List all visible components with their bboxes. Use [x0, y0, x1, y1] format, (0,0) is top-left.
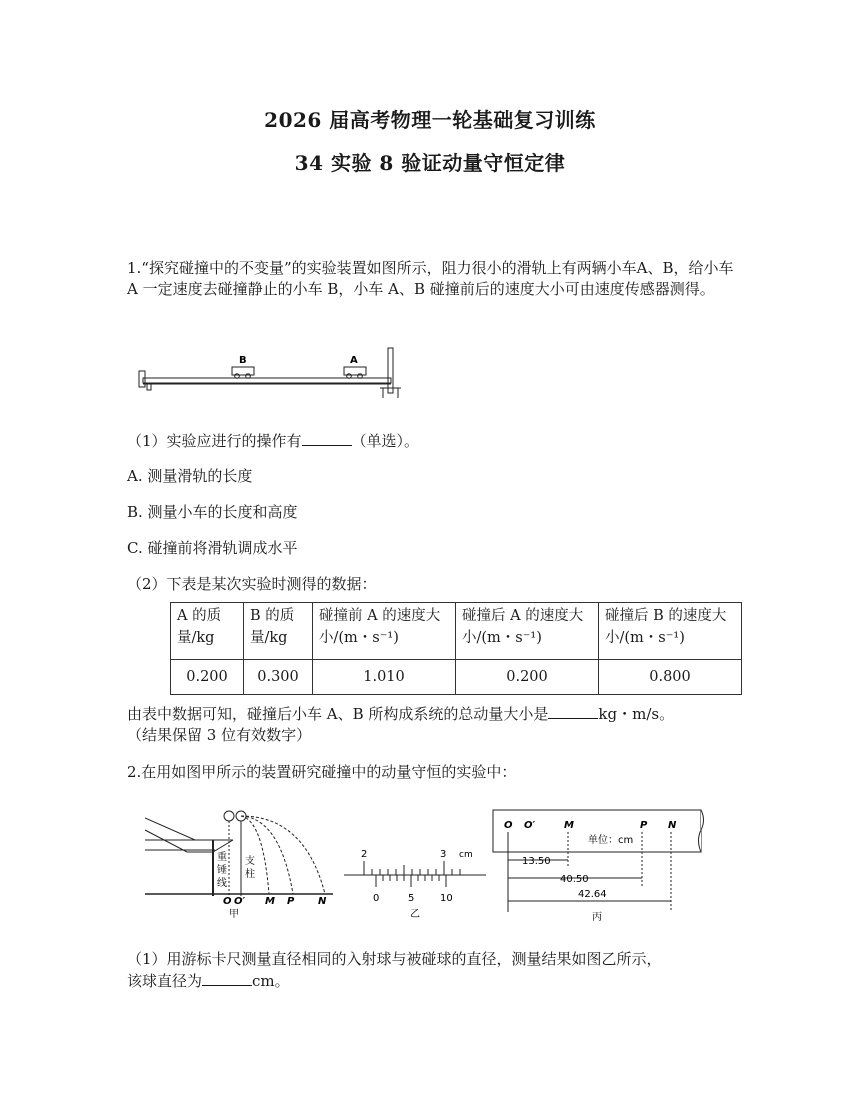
q1-intro: 1.“探究碰撞中的不变量”的实验装置如图所示，阻力很小的滑轨上有两辆小车A、B，给小车 A 一定速度去碰撞静止的小车 B，小车 A、B 碰撞前后的速度大小可由速度传感器测得。 — [127, 259, 734, 298]
table-header-cell: 碰撞前 A 的速度大小/(m・s⁻¹) — [313, 603, 456, 660]
answer-blank[interactable] — [548, 704, 598, 719]
vernier-mark-0: 0 — [373, 893, 380, 904]
q2-part1: （1）用游标卡尺测量直径相同的入射球与被碰球的直径，测量结果如图乙所示， — [127, 950, 662, 968]
vernier-scale-ticks — [376, 875, 446, 887]
main-mark-3: 3 — [440, 849, 447, 860]
q2-figure-jia — [145, 800, 335, 922]
main-mark-2: 2 — [361, 849, 368, 860]
distance-op: 40.50 — [560, 874, 589, 885]
table-cell: 0.200 — [456, 660, 599, 695]
point-n: N — [668, 820, 677, 831]
vernier-mark-5: 5 — [408, 893, 415, 904]
q1-track-figure — [135, 340, 415, 410]
q1-option-b: B. 测量小车的长度和高度 — [127, 503, 298, 521]
car-b-label: B — [239, 355, 247, 366]
answer-blank[interactable] — [302, 431, 352, 446]
vernier-mark-10: 10 — [440, 893, 453, 904]
car-a-label: A — [350, 355, 358, 366]
point-o-prime: O′ — [234, 896, 246, 907]
q2-intro: 2.在用如图甲所示的装置研究碰撞中的动量守恒的实验中： — [127, 763, 517, 781]
document-subtitle: 34 实验 8 验证动量守恒定律 — [294, 151, 566, 175]
q1-part1: （1）实验应进行的操作有 （单选）。 — [127, 432, 420, 450]
car-b — [232, 355, 254, 378]
point-o: O — [504, 820, 513, 831]
q1-option-a: A. 测量滑轨的长度 — [127, 467, 253, 485]
caption-bing: 丙 — [592, 912, 602, 923]
label-zhongchuixian: 重锤线 — [217, 852, 227, 889]
unit-label: 单位：cm — [588, 835, 634, 846]
caption-jia: 甲 — [229, 909, 239, 920]
main-mark-unit: cm — [459, 850, 473, 860]
car-a — [344, 355, 366, 378]
table-header-cell: 碰撞后 A 的速度大小/(m・s⁻¹) — [456, 603, 599, 660]
q1-part2-answer: 由表中数据可知，碰撞后小车 A、B 所构成系统的总动量大小是 kg・m/s。 — [127, 705, 675, 723]
table-cell: 0.800 — [599, 660, 742, 695]
table-row — [171, 660, 742, 695]
table-header-cell: B 的质量/kg — [244, 603, 313, 660]
document-title: 2026 届高考物理一轮基础复习训练 — [264, 108, 596, 132]
q1-data-table — [170, 602, 742, 695]
q1-part2: （2）下表是某次实验时测得的数据： — [127, 575, 377, 593]
point-m: M — [265, 896, 275, 907]
q1-option-c: C. 碰撞前将滑轨调成水平 — [127, 539, 298, 557]
main-scale-ticks — [364, 861, 460, 875]
table-header-cell: 碰撞后 B 的速度大小/(m・s⁻¹) — [599, 603, 742, 660]
answer-blank[interactable] — [202, 971, 252, 986]
q2-figure-bing — [490, 808, 712, 926]
distance-on: 42.64 — [578, 889, 607, 900]
table-header-cell: A 的质量/kg — [171, 603, 244, 660]
point-m: M — [564, 820, 574, 831]
table-header-row — [171, 603, 742, 660]
table-cell: 1.010 — [313, 660, 456, 695]
q2-part1-line2: 该球直径为 cm。 — [127, 972, 290, 990]
label-zhizhu: 支柱 — [245, 856, 255, 880]
point-p: P — [287, 896, 295, 907]
table-cell: 0.300 — [244, 660, 313, 695]
point-o-prime: O′ — [524, 820, 536, 831]
table-cell: 0.200 — [171, 660, 244, 695]
q2-figure-yi — [344, 843, 494, 925]
q1-part2-note: （结果保留 3 位有效数字） — [127, 726, 312, 744]
caption-yi: 乙 — [410, 909, 420, 920]
point-p: P — [640, 820, 648, 831]
distance-om: 13.50 — [522, 856, 551, 867]
point-n: N — [318, 896, 327, 907]
point-o: O — [223, 896, 232, 907]
